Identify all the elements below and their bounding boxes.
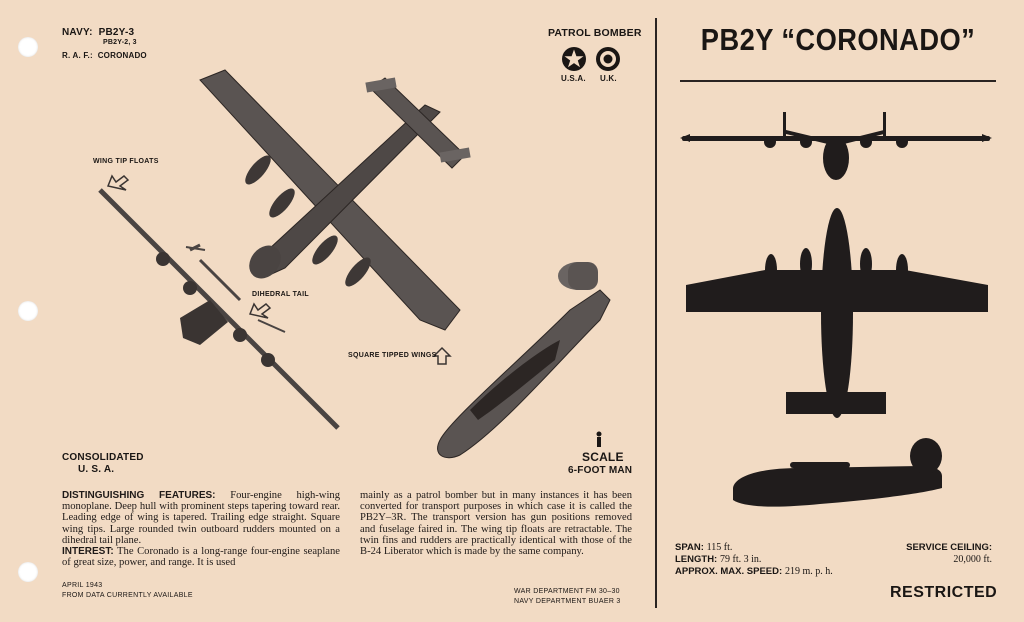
spec-speed (675, 566, 833, 578)
footer-navy-department: NAVY DEPARTMENT BUAER 3 (514, 598, 621, 605)
length-label: LENGTH: (675, 554, 718, 565)
restricted-label: RESTRICTED (890, 584, 998, 601)
manufacturer-country: U. S. A. (78, 464, 115, 475)
features-heading: DISTINGUISHING FEATURES: (62, 490, 216, 501)
length-value: 79 ft. 3 in. (720, 554, 762, 565)
wing-tip-arrow-icon (108, 176, 128, 190)
navy-designation: NAVY: PB2Y-3 (62, 27, 135, 38)
aircraft-illustrations (0, 0, 660, 480)
dihedral-tail-label: DIHEDRAL TAIL (252, 291, 309, 298)
perspective-view-aircraft (438, 262, 610, 458)
span-label: SPAN: (675, 542, 704, 553)
navy-subdesignation: PB2Y-2, 3 (103, 39, 137, 46)
ceiling-value: 20,000 ft. (953, 553, 992, 565)
features-paragraph (62, 490, 340, 568)
square-tipped-wings-label: SQUARE TIPPED WINGS (348, 352, 437, 359)
column-divider (655, 18, 657, 608)
raf-designation: R. A. F.: CORONADO (62, 51, 147, 60)
footer-war-department: WAR DEPARTMENT FM 30–30 (514, 588, 620, 595)
manufacturer-name: CONSOLIDATED (62, 452, 144, 463)
spec-length (675, 554, 761, 566)
plan-view-aircraft (200, 70, 471, 330)
interest-heading: INTEREST: (62, 546, 114, 558)
title-rule (680, 80, 996, 82)
uk-insignia-label: U.K. (600, 74, 617, 83)
aircraft-title: PB2Y “CORONADO” (700, 22, 976, 57)
ceiling-label: SERVICE CEILING: (906, 542, 992, 553)
interest-text: The Coronado is a long-range four-engine seaplane of great size, power, and range. It is used (62, 546, 340, 569)
front-silhouette (680, 112, 992, 180)
speed-label: APPROX. MAX. SPEED: (675, 566, 783, 577)
scale-subtitle: 6-FOOT MAN (568, 465, 633, 476)
scale-man-icon (597, 432, 602, 448)
dihedral-arrow-icon (250, 304, 270, 318)
usa-insignia-label: U.S.A. (561, 74, 586, 83)
span-value: 115 ft. (706, 542, 733, 553)
spec-ceiling (880, 542, 992, 565)
wing-tip-floats-label: WING TIP FLOATS (93, 158, 159, 165)
footer-source: FROM DATA CURRENTLY AVAILABLE (62, 592, 193, 599)
scale-title: SCALE (582, 450, 624, 464)
plan-silhouette (686, 208, 988, 418)
side-silhouette (733, 438, 942, 507)
binder-hole-bottom (18, 562, 38, 582)
features-text: Four-engine high-wing monoplane. Deep hull with prominent steps tapering toward rear. Leading edge of wing is tapered. Trailing edge straight. Square wing tips. Large rounded twin outboard rudders mounted on a dihedral tail plane. (62, 490, 340, 546)
footer-date: APRIL 1943 (62, 582, 103, 589)
category-label: PATROL BOMBER (548, 27, 642, 39)
speed-value: 219 m. p. h. (784, 566, 833, 577)
interest-paragraph-continued: mainly as a patrol bomber but in many instances it has been converted for transport purposes in which case it is called the PB2Y–3R. The transport version has gun positions removed and fuselage faired in. The wing tip floats are retractable. The twin fins and rudders are practically identical with those of the B-24 Liberator which is made by the same company. (360, 490, 632, 558)
spec-span (675, 542, 732, 554)
